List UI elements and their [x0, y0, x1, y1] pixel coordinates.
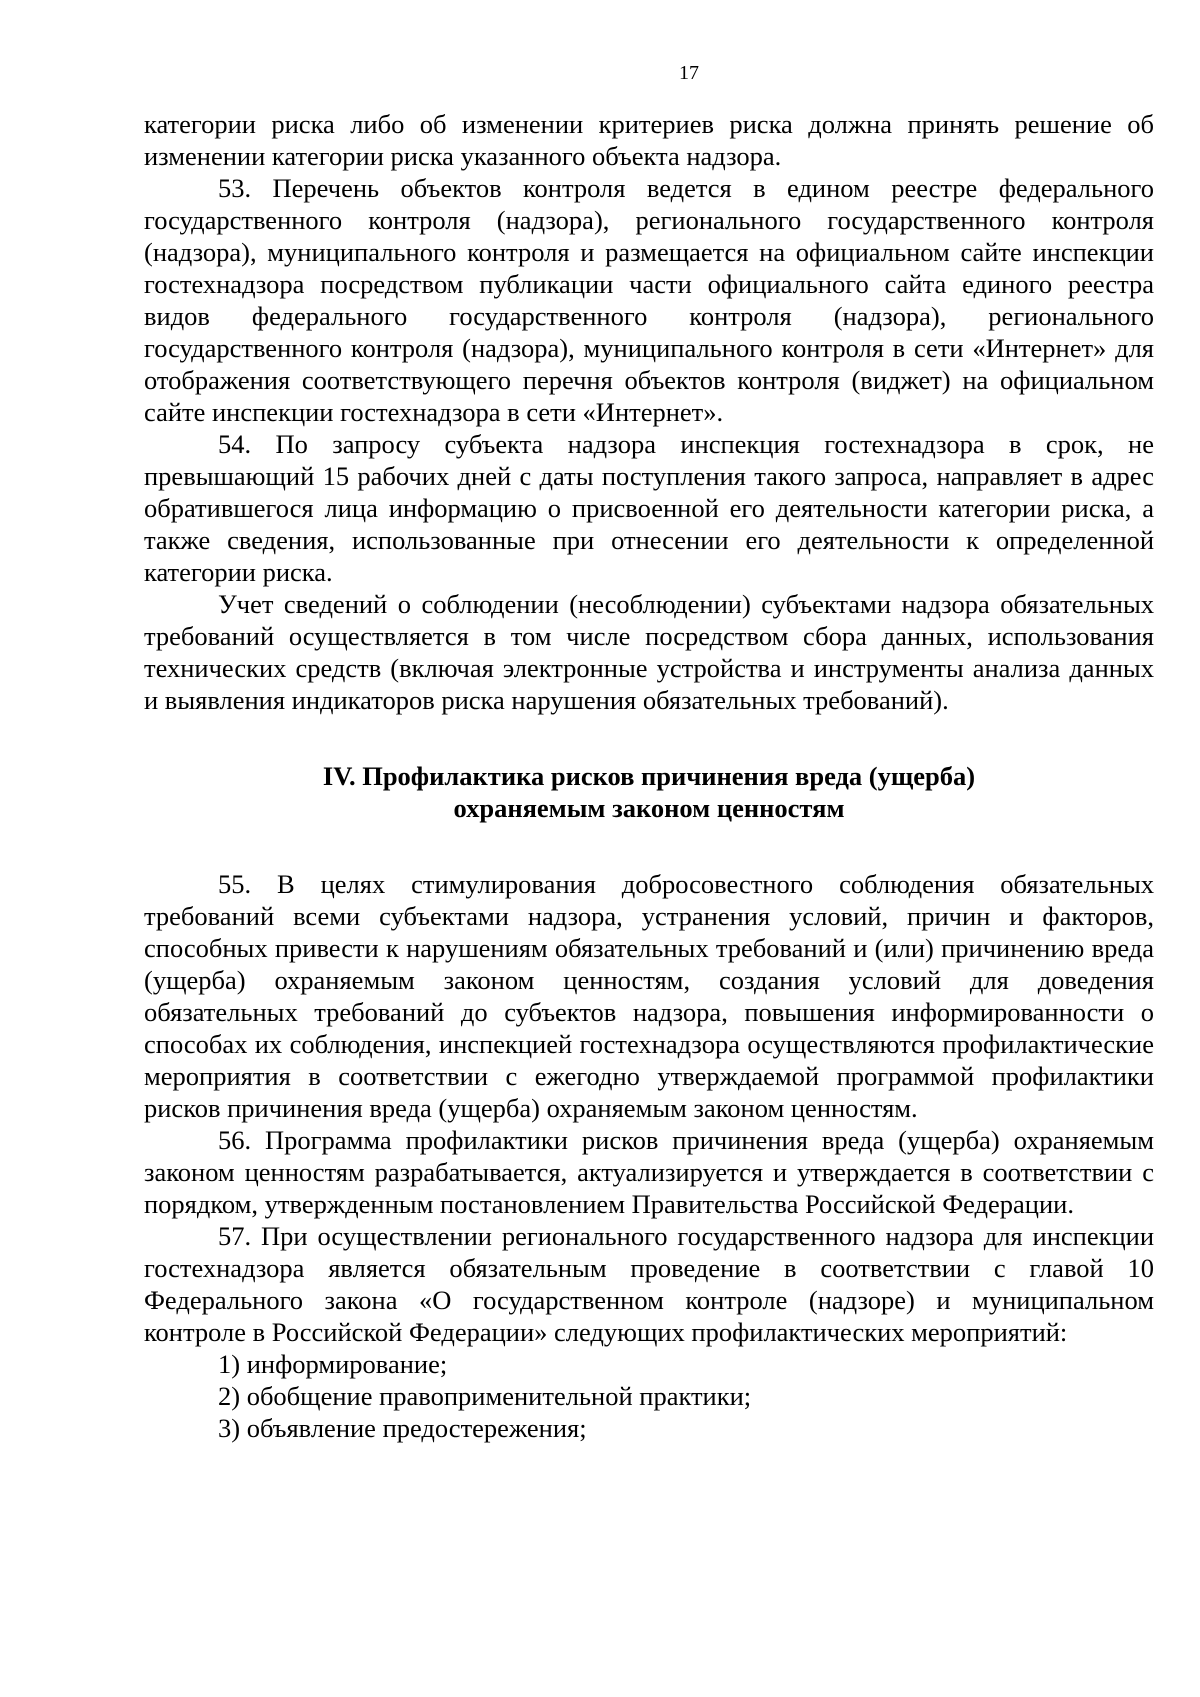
paragraph-56: 56. Программа профилактики рисков причинения вреда (ущерба) охраняемым законом ценностям разрабатывается, актуализируется и утверждается в соответствии с порядком, утвержденным постановлением Правительства Российской Федерации.: [144, 1125, 1154, 1219]
list-item-warning: 3) объявление предостережения;: [218, 1413, 587, 1443]
paragraph-57: 57. При осуществлении регионального государственного надзора для инспекции гостехнадзора является обязательным проведение в соответствии с главой 10 Федерального закона «О государственном контроле (надзоре) и муниципальном контроле в Российской Федерации» следующих профилактических мероприятий:: [144, 1221, 1154, 1347]
list-item-practice-generalization: 2) обобщение правоприменительной практики;: [218, 1381, 752, 1411]
paragraph-53: 53. Перечень объектов контроля ведется в едином реестре федерального государственного контроля (надзора), регионального государственного контроля (надзора), муниципального контроля и размещается на официальном сайте инспекции гостехнадзора посредством публикации части официального сайта единого реестра видов федерального государственного контроля (надзора), регионального государственного контроля (надзора), муниципального контроля в сети «Интернет» для отображения соответствующего перечня объектов контроля (виджет) на официальном сайте инспекции гостехнадзора в сети «Интернет».: [144, 173, 1154, 427]
paragraph-55: 55. В целях стимулирования добросовестного соблюдения обязательных требований всеми субъектами надзора, устранения условий, причин и факторов, способных привести к нарушениям обязательных требований и (или) причинению вреда (ущерба) охраняемым законом ценностям, создания условий для доведения обязательных требований до субъектов надзора, повышения информированности о способах их соблюдения, инспекцией гостехнадзора осуществляются профилактические мероприятия в соответствии с ежегодно утверждаемой программой профилактики рисков причинения вреда (ущерба) охраняемым законом ценностям.: [144, 869, 1154, 1123]
section-heading: [144, 760, 1154, 824]
paragraph-54: 54. По запросу субъекта надзора инспекция гостехнадзора в срок, не превышающий 15 рабочих дней с даты поступления такого запроса, направляет в адрес обратившегося лица информацию о присвоенной его деятельности категории риска, а также сведения, использованные при отнесении его деятельности к определенной категории риска.: [144, 429, 1154, 587]
paragraph-continuation: категории риска либо об изменении критериев риска должна принять решение об изменении категории риска указанного объекта надзора.: [144, 109, 1154, 171]
paragraph-54-risk-data: Учет сведений о соблюдении (несоблюдении) субъектами надзора обязательных требований осуществляется в том числе посредством сбора данных, использования технических средств (включая электронные устройства и инструменты анализа данных и выявления индикаторов риска нарушения обязательных требований).: [144, 589, 1154, 715]
section-heading-line-1: IV. Профилактика рисков причинения вреда (ущерба): [322, 761, 976, 791]
section-heading-line-2: охраняемым законом ценностям: [453, 793, 845, 823]
list-item-informing: 1) информирование;: [218, 1349, 448, 1379]
page-number: 17: [679, 62, 699, 84]
document-page: [144, 58, 1154, 1444]
document-body: [144, 108, 1154, 1444]
